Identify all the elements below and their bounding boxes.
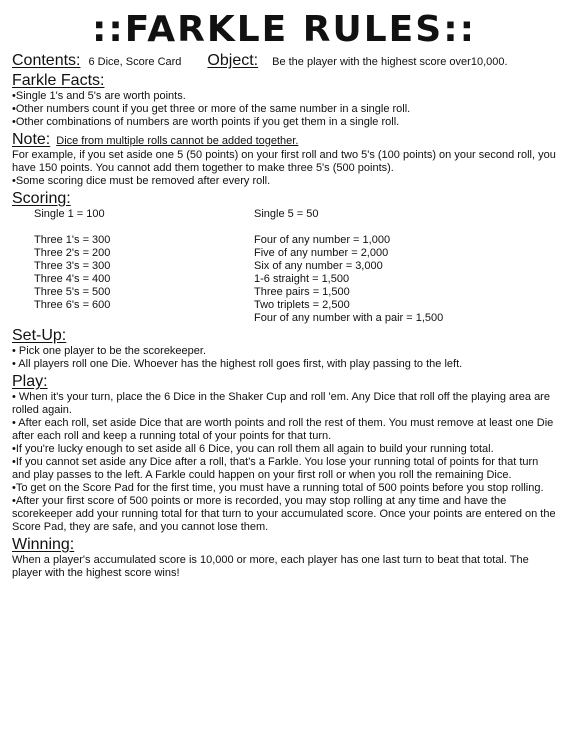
play-item: •If you're lucky enough to set aside all 6 Dice, you can roll them all again to build your running total.: [12, 443, 494, 455]
setup-section: [12, 327, 556, 371]
score-entry: Single 5 = 50: [254, 208, 319, 220]
setup-item: • All players roll one Die. Whoever has the highest roll goes first, with play passing to the left.: [12, 358, 463, 370]
play-item: •If you cannot set aside any Dice after a roll, that's a Farkle. You lose your running total of points for that turn and play passes to the left. A Farkle could happen on your first roll or when you roll the remaining Dice.: [12, 456, 539, 481]
note-line: [12, 131, 556, 149]
play-section: [12, 373, 556, 534]
score-entry: Six of any number = 3,000: [254, 260, 383, 272]
winning-heading: Winning:: [12, 536, 75, 553]
score-entry: Three 4's = 400: [34, 273, 111, 285]
play-heading: Play:: [12, 373, 48, 390]
play-item: •To get on the Score Pad for the first time, you must have a running total of 500 points before you stop rolling.: [12, 482, 544, 494]
fact-item: •Single 1's and 5's are worth points.: [12, 90, 186, 102]
score-entry: Three pairs = 1,500: [254, 286, 350, 298]
score-entry: 1-6 straight = 1,500: [254, 273, 350, 285]
scoring-left-column: [34, 208, 254, 325]
score-entry: Four of any number with a pair = 1,500: [254, 312, 444, 324]
object-value: Be the player with the highest score over10,000.: [272, 56, 508, 68]
winning-paragraph: When a player's accumulated score is 10,000 or more, each player has one last turn to beat that total. The player with the highest score wins!: [12, 554, 529, 579]
play-item: • After each roll, set aside Dice that are worth points and roll the rest of them. You must remove at least one Die after each roll and keep a running total of your points for that turn.: [12, 417, 554, 442]
score-entry: Two triplets = 2,500: [254, 299, 350, 311]
contents-value: 6 Dice, Score Card: [88, 56, 182, 68]
scoring-heading: Scoring:: [12, 190, 71, 207]
score-entry: Five of any number = 2,000: [254, 247, 389, 259]
object-heading: Object:: [207, 52, 259, 69]
rules-page: [0, 10, 570, 752]
note-extra: •Some scoring dice must be removed after every roll.: [12, 175, 271, 187]
note-heading: Note:: [12, 131, 51, 148]
play-item: •After your first score of 500 points or more is recorded, you may stop rolling at any time and have the scorekeeper add your running total for that turn to your accumulated score. Once your points are entered on the Score Pad, they are safe, and you cannot lose them.: [12, 495, 556, 533]
fact-item: •Other combinations of numbers are worth points if you get them in a single roll.: [12, 116, 400, 128]
scoring-right-column: [254, 208, 556, 325]
score-gap: [254, 221, 556, 234]
winning-section: [12, 536, 556, 580]
score-gap: [34, 221, 254, 234]
scoring-table: [34, 208, 556, 325]
score-entry: Three 6's = 600: [34, 299, 111, 311]
score-entry: Three 3's = 300: [34, 260, 111, 272]
farkle-facts-section: [12, 72, 556, 129]
score-entry: Four of any number = 1,000: [254, 234, 391, 246]
contents-heading: Contents:: [12, 52, 81, 69]
fact-item: •Other numbers count if you get three or more of the same number in a single roll.: [12, 103, 411, 115]
setup-item: • Pick one player to be the scorekeeper.: [12, 345, 207, 357]
score-entry: Single 1 = 100: [34, 208, 105, 220]
farkle-facts-heading: Farkle Facts:: [12, 72, 105, 89]
setup-heading: Set-Up:: [12, 327, 67, 344]
score-entry: Three 1's = 300: [34, 234, 111, 246]
scoring-section: [12, 190, 556, 325]
note-section: [12, 131, 556, 188]
score-entry: Three 5's = 500: [34, 286, 111, 298]
contents-object-row: [12, 52, 556, 70]
note-paragraph: For example, if you set aside one 5 (50 points) on your first roll and two 5's (100 points) on your second roll, you have 150 points. You cannot add them together to make three 5's (500 points).: [12, 149, 556, 174]
note-subheading: Dice from multiple rolls cannot be added together.: [56, 135, 299, 147]
page-title: ::FARKLE RULES::: [91, 9, 476, 50]
play-item: • When it's your turn, place the 6 Dice in the Shaker Cup and roll 'em. Any Dice that roll off the playing area are rolled again.: [12, 391, 550, 416]
score-entry: Three 2's = 200: [34, 247, 111, 259]
